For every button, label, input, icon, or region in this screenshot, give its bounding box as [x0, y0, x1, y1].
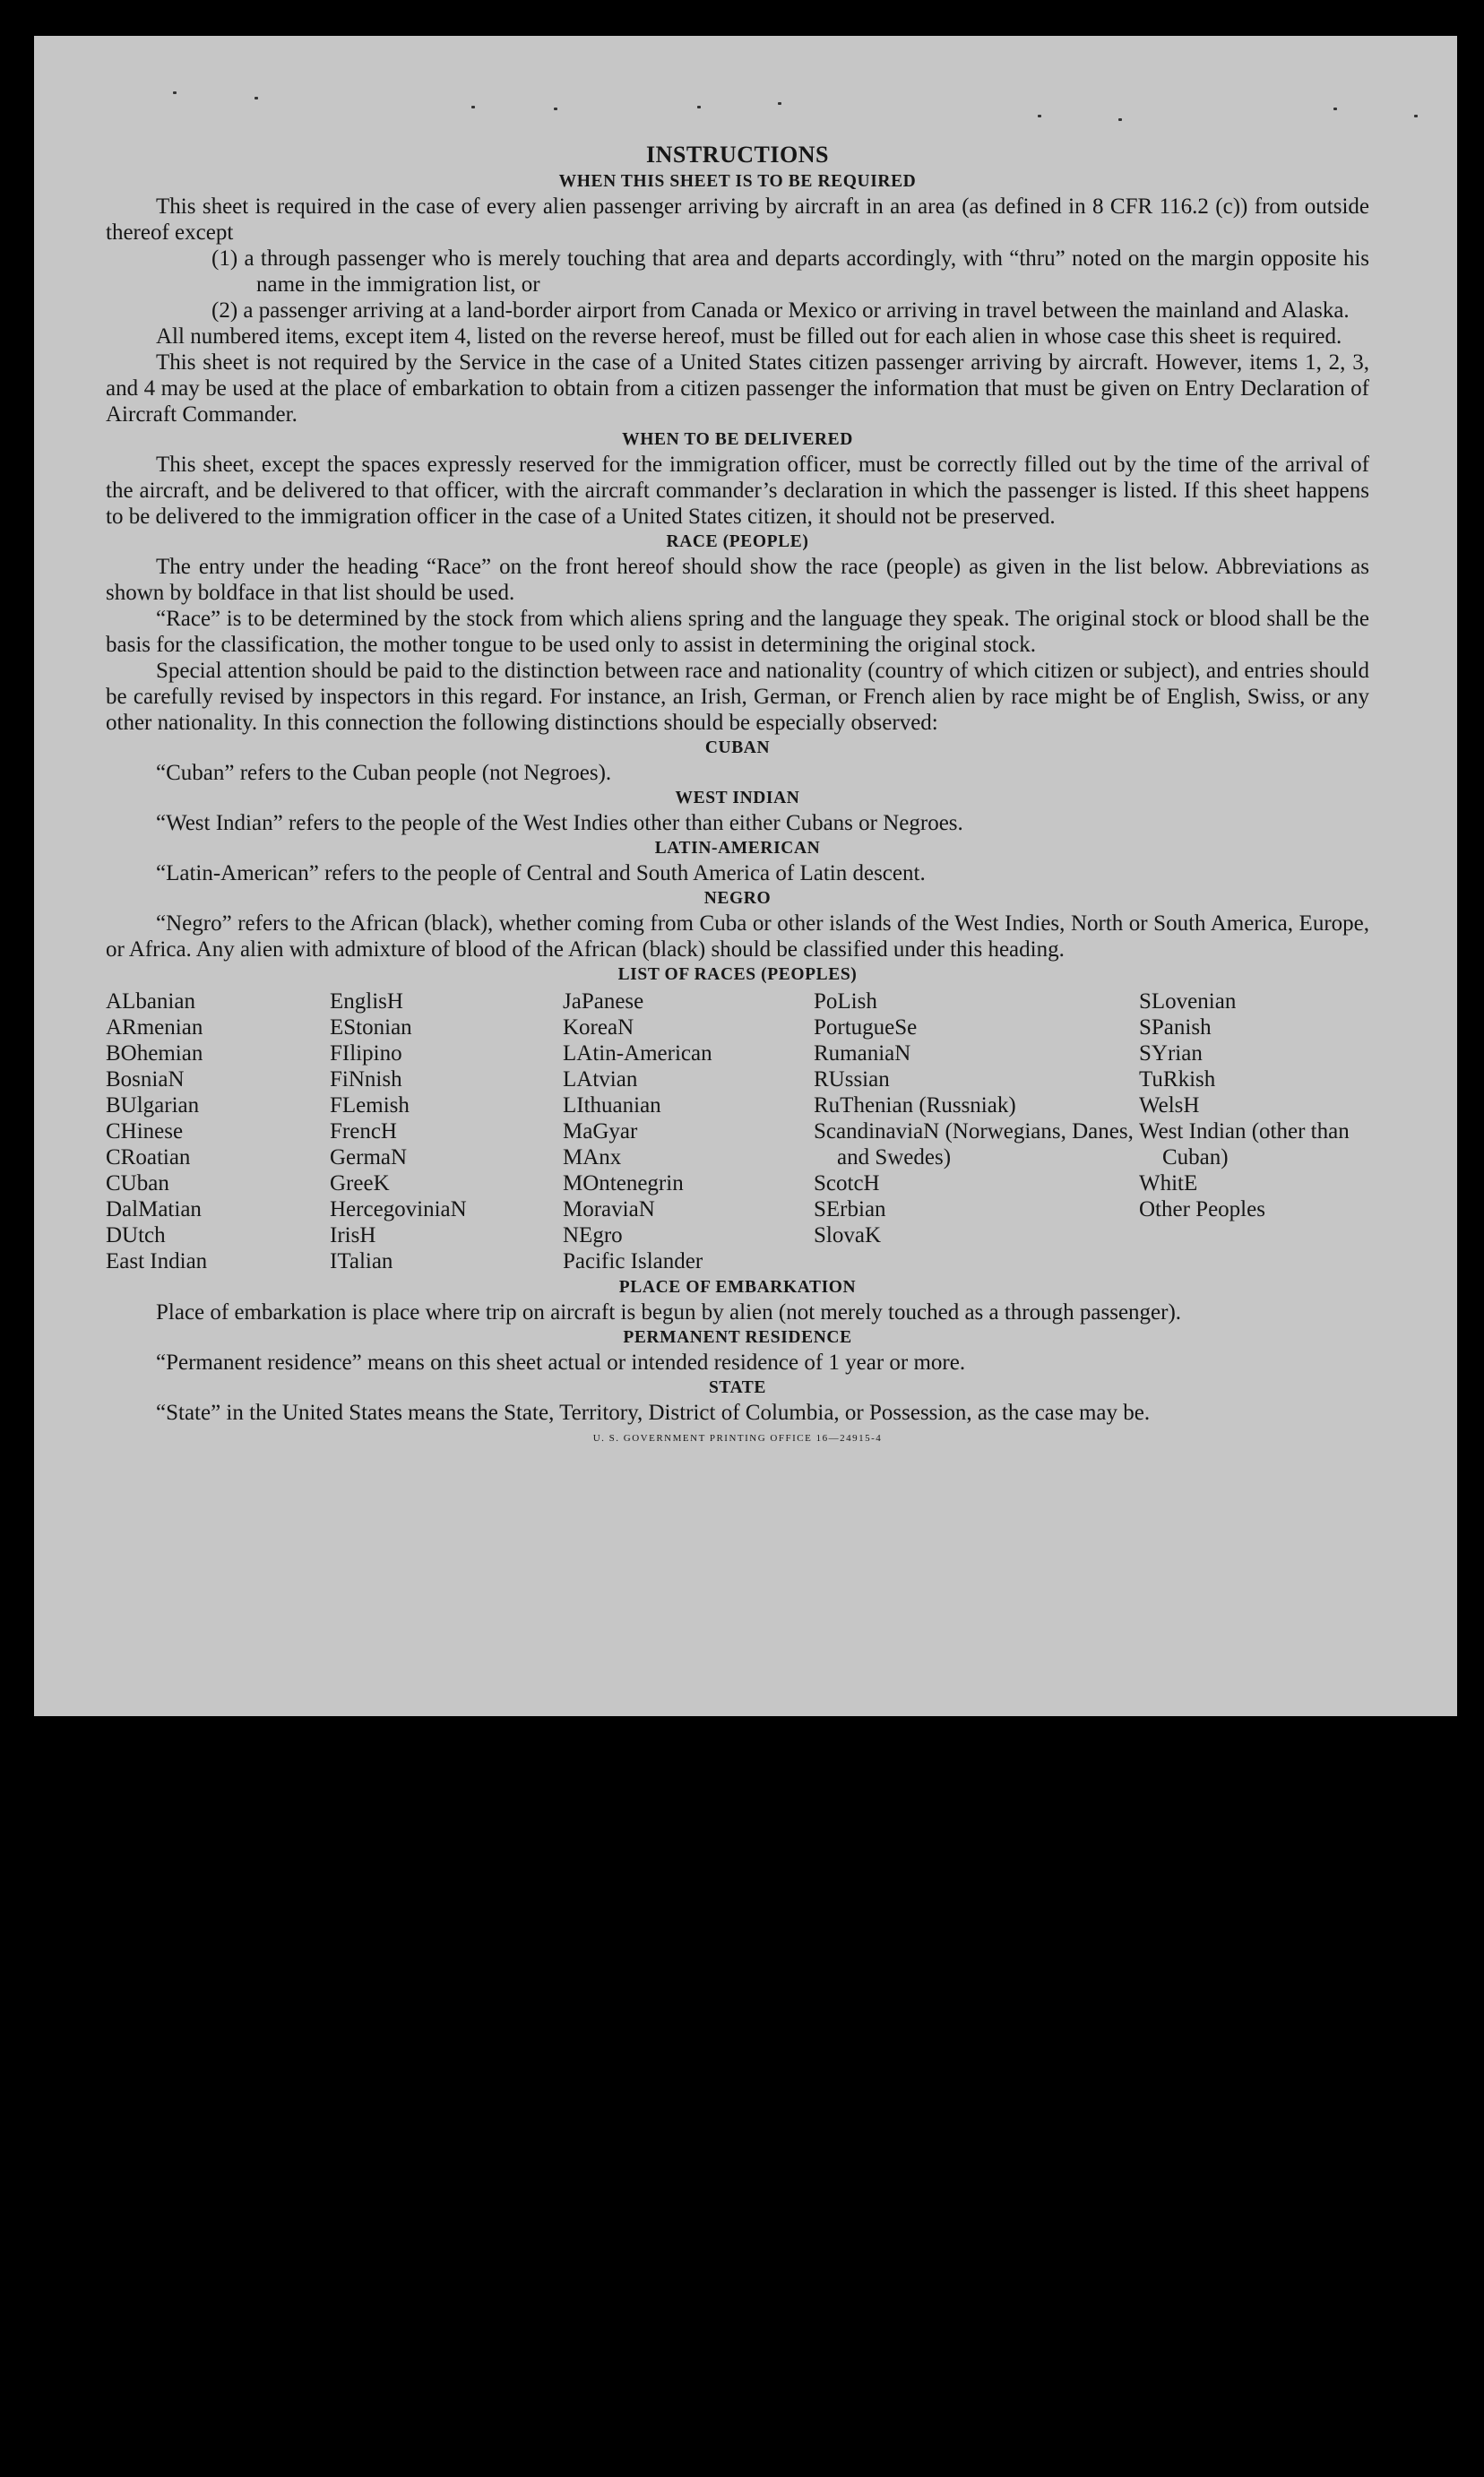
race-item: East Indian	[106, 1249, 208, 1273]
race-item: MoraviaN	[563, 1197, 655, 1221]
race-item: MaGyar	[563, 1119, 638, 1144]
race-list	[106, 988, 1369, 1274]
race-item: SErbian	[814, 1197, 886, 1221]
race-item: CHinese	[106, 1119, 184, 1144]
race-item: LIthuanian	[563, 1093, 661, 1118]
race-item: EStonian	[330, 1015, 412, 1040]
exception-1: (1) a through passenger who is merely touching that area and departs accordingly, with “thru” noted on the margin opposite his name in the immigration list, or	[211, 246, 1369, 297]
race-item: ScotcH	[814, 1171, 880, 1195]
race-item: ScandinaviaN (Norwegians, Danes, and Swedes)	[814, 1119, 1134, 1169]
paragraph-race-definition: “Race” is to be determined by the stock from which aliens spring and the language they speak. The original stock or blood shall be the basis for the classification, the mother tongue to be used only to assist in determining the original stock.	[106, 607, 1369, 657]
race-item: ARmenian	[106, 1015, 203, 1040]
race-item: JaPanese	[563, 989, 644, 1014]
race-item: RUssian	[814, 1067, 890, 1092]
race-column-4	[814, 988, 1139, 1274]
race-item: LAtvian	[563, 1067, 638, 1092]
race-item: HercegoviniaN	[330, 1197, 467, 1221]
race-item: RumaniaN	[814, 1041, 911, 1066]
race-column-1	[106, 988, 330, 1274]
race-column-3	[563, 988, 814, 1274]
paragraph-race-nationality: Special attention should be paid to the distinction between race and nationality (country of which citizen or subject), and entries should be carefully revised by inspectors in this regard. For instance, an Irish, German, or French alien by race might be of English, Swiss, or any other nationality. In this connection the following distinctions should be especially observed:	[106, 659, 1369, 735]
race-item: SPanish	[1139, 1015, 1212, 1040]
race-item: SYrian	[1139, 1041, 1203, 1066]
paragraph-race-entry: The entry under the heading “Race” on the front hereof should show the race (people) as given in the list below. Abbreviations as shown by boldface in that list should be used.	[106, 555, 1369, 605]
race-item: ITalian	[330, 1249, 393, 1273]
race-item: SlovaK	[814, 1223, 881, 1247]
printer-imprint: U. S. GOVERNMENT PRINTING OFFICE 16—24915-4	[592, 1433, 883, 1444]
race-item: KoreaN	[563, 1015, 634, 1040]
race-item: NEgro	[563, 1223, 623, 1247]
heading-when-delivered: WHEN TO BE DELIVERED	[622, 430, 853, 449]
race-item: FiNnish	[330, 1067, 402, 1092]
heading-when-required: WHEN THIS SHEET IS TO BE REQUIRED	[558, 172, 917, 191]
heading-negro: NEGRO	[703, 889, 772, 908]
heading-cuban: CUBAN	[704, 738, 771, 757]
paragraph-numbered-items: All numbered items, except item 4, listed on the reverse hereof, must be filled out for each alien in whose case this sheet is required.	[156, 324, 1342, 349]
race-item: EnglisH	[330, 989, 403, 1014]
race-item: CUban	[106, 1171, 169, 1195]
paragraph-delivered: This sheet, except the spaces expressly reserved for the immigration officer, must be correctly filled out by the time of the arrival of the aircraft, and be delivered to that officer, with the aircraft commander’s declaration in which the passenger is listed. If this sheet happens to be delivered to the immigration officer in the case of a United States citizen, it should not be preserved.	[106, 453, 1369, 529]
heading-race: RACE (PEOPLE)	[666, 532, 809, 551]
paragraph-citizen: This sheet is not required by the Service in the case of a United States citizen passenger arriving by aircraft. However, items 1, 2, 3, and 4 may be used at the place of embarkation to obtain from a citizen passenger the information that must be given on Entry Declaration of Aircraft Commander.	[106, 350, 1369, 427]
race-item: Other Peoples	[1139, 1197, 1265, 1221]
heading-permanent-residence: PERMANENT RESIDENCE	[623, 1328, 852, 1347]
paragraph-negro: “Negro” refers to the African (black), whether coming from Cuba or other islands of the West Indies, North or South America, Europe, or Africa. Any alien with admixture of blood of the African (black) should be classified under this heading.	[106, 911, 1369, 962]
race-item: BosniaN	[106, 1067, 185, 1092]
instruction-sheet	[34, 36, 1457, 1716]
paragraph-permanent-residence: “Permanent residence” means on this sheet actual or intended residence of 1 year or more.	[156, 1351, 966, 1375]
race-item: ALbanian	[106, 989, 195, 1014]
paragraph-place-of-embarkation: Place of embarkation is place where trip on aircraft is begun by alien (not merely touched as a through passenger).	[156, 1300, 1182, 1325]
race-item: LAtin-American	[563, 1041, 712, 1066]
race-item: Pacific Islander	[563, 1249, 703, 1273]
paragraph-west-indian: “West Indian” refers to the people of the West Indies other than either Cubans or Negroes.	[156, 811, 963, 835]
race-item: MAnx	[563, 1145, 622, 1169]
page-title: INSTRUCTIONS	[646, 142, 829, 168]
race-column-5	[1139, 988, 1372, 1274]
race-item: IrisH	[330, 1223, 376, 1247]
race-item: GermaN	[330, 1145, 408, 1169]
race-item: WelsH	[1139, 1093, 1200, 1118]
race-item: West Indian (other than Cuban)	[1139, 1119, 1350, 1169]
race-item: CRoatian	[106, 1145, 191, 1169]
heading-place-of-embarkation: PLACE OF EMBARKATION	[618, 1278, 857, 1297]
race-item: PoLish	[814, 989, 877, 1014]
heading-latin-american: LATIN-AMERICAN	[654, 839, 821, 858]
exception-2: (2) a passenger arriving at a land-border airport from Canada or Mexico or arriving in travel between the mainland and Alaska.	[211, 298, 1350, 323]
paper-specks	[34, 52, 1457, 124]
race-item: DUtch	[106, 1223, 166, 1247]
paragraph-latin-american: “Latin-American” refers to the people of Central and South America of Latin descent.	[156, 861, 926, 885]
heading-list-of-races: LIST OF RACES (PEOPLES)	[617, 965, 858, 984]
paragraph-cuban: “Cuban” refers to the Cuban people (not Negroes).	[156, 761, 612, 785]
race-item: WhitE	[1139, 1171, 1198, 1195]
race-item: GreeK	[330, 1171, 390, 1195]
race-item: RuThenian (Russniak)	[814, 1093, 1016, 1118]
race-item: FrencH	[330, 1119, 397, 1144]
race-item: BOhemian	[106, 1041, 203, 1066]
race-item: FIlipino	[330, 1041, 402, 1066]
race-item: MOntenegrin	[563, 1171, 684, 1195]
paragraph-state: “State” in the United States means the State, Territory, District of Columbia, or Possession, as the case may be.	[156, 1401, 1151, 1425]
race-item: BUlgarian	[106, 1093, 200, 1118]
race-item: TuRkish	[1139, 1067, 1216, 1092]
paragraph-required: This sheet is required in the case of every alien passenger arriving by aircraft in an area (as defined in 8 CFR 116.2 (c)) from outside thereof except	[106, 194, 1369, 245]
race-column-2	[330, 988, 563, 1274]
race-item: FLemish	[330, 1093, 410, 1118]
race-item: SLovenian	[1139, 989, 1237, 1014]
heading-state: STATE	[708, 1378, 767, 1397]
heading-west-indian: WEST INDIAN	[675, 789, 800, 807]
race-item: PortugueSe	[814, 1015, 918, 1040]
race-item: DalMatian	[106, 1197, 202, 1221]
